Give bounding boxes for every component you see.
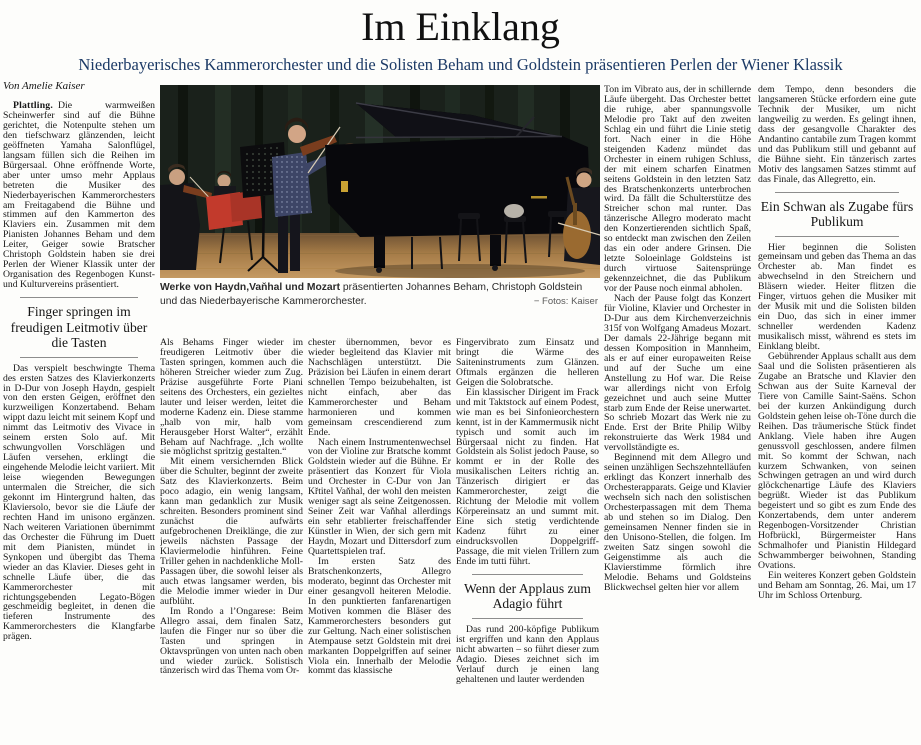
crosshead-applaus-adagio: [458, 574, 597, 619]
text-column-6: [758, 85, 916, 743]
article-title: Im Einklang: [361, 4, 560, 49]
paragraph: dem Tempo, denn besonders die langsameren Stücke erfordern eine gute Technik der Musiker, um nicht langweilig zu werden. Es gelingt ihnen, dass der gesangvolle Charakter des Andantino cantabile zum Tragen kommt und das Publikum still und gebannt auf die Bühne sieht. Ein tänzerisch zartes Motiv des langsamen Satzes stimmt auf das Finale, das Allegretto, ein.: [758, 85, 916, 185]
paragraph: Das rund 200-köpfige Publikum ist ergriffen und kann den Applaus nicht abwarten – so führt dieser zum Adagio. Dieses zeichnet sich im Verlauf durch je einen lang gehaltenen und lauter werdenden: [456, 623, 599, 685]
crosshead-finger-springen: [5, 297, 153, 358]
byline: Von Amelie Kaiser: [3, 80, 85, 92]
paragraph: Beginnend mit dem Allegro und seinen unzähligen Sechszehntelläufen erklingt das Konzert innerhalb des Orchesterapparats. Geige und Klavier wechseln sich nach den solistischen Orchesterpassagen mit dem Thema ab und stehen so im Dialog. Den gemeinsamen Nenner finden sie in den Unisono-Stellen, die folgen. Im zweiten Satz singen sowohl die Geigenstimme als auch die Klavierstimme förmlich ihre Melodie. Behams und Goldsteins Blickwechsel gelten hier vor allem: [604, 452, 751, 593]
text-column-3: [308, 338, 451, 744]
text-column-4: [456, 338, 599, 744]
caption-lead: Werke von Haydn,Vaňhal und Mozart: [160, 282, 341, 293]
paragraph: Im Rondo a l’Ongarese: Beim Allegro assai, dem finalen Satz, laufen die Finger nur so über die Tasten und springen in Oktavsprüngen von unten nach oben und wieder zurück. Solistisch tänzerisch wird das Thema vom Or-: [160, 605, 303, 677]
crosshead-title: Ein Schwan als Zugabe fürs Publikum: [760, 198, 914, 230]
paragraph: Ein klassischer Dirigent im Frack und mit Taktstock auf einem Podest, wie man es bei Sinfonieorchestern kennt, ist in der Kammermusik nicht typisch und somit auch im Bürgersaal nicht zu finden. Hat Goldstein als Solist jedoch Pause, so kommt er in der Rolle des musikalischen Leiters richtig an. Tänzerisch dirigiert er das Kammerorchester, zeigt die Richtung der Melodie mit vollem Körpereinsatz an und summt mit. Eine sich stetig verdichtende Kadenz führt zu einer eindrucksvollen Doppelgriff-Passage, die mit vielen Trillern zum Ende im tutti führt.: [456, 386, 599, 567]
paragraph: Mit einem versichernden Blick über die Schulter, beginnt der zweite Satz des Klavierkonzerts. Beim poco adagio, ein wenig langsam, kann man gedanklich zur Musik schreiten. Besonders prominent sind zunächst die aufwärts aufgebrochenen Dreiklänge, die zur jeweils nächsten Passage der Klaviermelodie hinführen. Feine Triller gehen in nachdenkliche Moll-Passagen über, die sowohl leiser als auch etwas langsamer werden, bis die Melodie immer wieder in Dur aufblüht.: [160, 456, 303, 607]
photo-caption: [160, 281, 600, 309]
piano-logo: [341, 181, 348, 192]
paragraph: Nach einem Instrumentenwechsel von der Violine zur Bratsche kommt Goldstein wieder auf die Bühne. Er präsentiert das Konzert für Viola und Orchester in C-Dur von Jan Křtitel Vaňhal, der wohl den meisten weniger sagt als seine Zeitgenossen. Seiner Zeit war Vaňhal allerdings ein sehr etablierter freischaffender Künstler in Wien, der sich gern mit Haydn, Mozart und Dittersdorf zum Quartettspielen traf.: [308, 436, 451, 558]
piano-leg: [374, 235, 385, 268]
crosshead-rule: [472, 574, 583, 575]
bag-on-chair: [504, 204, 524, 218]
article-subtitle: Niederbayerisches Kammerorchester und die Solisten Beham und Goldstein präsentieren Perlen der Wiener Klassik: [78, 55, 843, 74]
concert-photo: [160, 85, 600, 278]
piano-leg: [490, 235, 501, 266]
paragraph: Gebührender Applaus schallt aus dem Saal und die Solisten präsentieren als Zugabe an Bratsche und Klavier den Schwan aus der Suite Karneval der Tiere von Camille Saint-Saëns. Schon bei der kurzen Ankündigung durch Goldstein gehen leise oh-Töne durch die Reihen. Das träumerische Stück findet Anklang. Viele haben ihre Augen genussvoll geschlossen, andere filmen mit. So kommt der Schwan, nach kurzem Schwanken, von seinen Schwingen getragen an und wird durch glöckchenartige Läufe des Klaviers begrüßt. Wieder ist das Publikum begeistert und so gibt es zum Ende des Konzertabends, dem unter anderem Regenbogen-Vorsitzender Christian Hofbrückl, Bürgermeister Hans Schmalhofer und Pianistin Hildegard Schwammberger beiwohnen, Standing Ovations.: [758, 351, 916, 572]
crosshead-rule: [472, 618, 583, 619]
photo-credit: − Fotos: Kaiser: [528, 295, 598, 309]
crosshead-rule: [20, 357, 138, 358]
paragraph: Ton im Vibrato aus, der in schillernde Läufe übergeht. Das Orchester bettet die ruhige, aber spannungsvolle Melodie pro Takt auf den zweiten Schlag ein und führt die Linie stetig fort. Nach einer in die Höhe steigenden Kadenz mündet das Orchester in einem ruhigen Schluss, der mit einem scharfen Einatmen seitens Goldstein in den letzten Satz des Bratschenkonzerts unterbrochen wird. Da fällt die Schulterstütze des Streicher schon mal runter. Das tänzerische Allegro moderato macht den Konzertierenden sichtlich Spaß, so entdeckt man zwischen den Zeilen das ein oder andere Grinsen. Die letzte Soloeinlage Goldsteins ist durch virtuose Saitensprünge gekennzeichnet, die das Publikum vor der Pause noch einmal abholen.: [604, 85, 751, 295]
text-column-5: [604, 85, 751, 743]
crosshead-rule: [775, 236, 898, 237]
crosshead-schwan-zugabe: [760, 192, 914, 237]
paragraph: Plattling. Die warmweißen Scheinwerfer sind auf die Bühne gerichtet, die Notenpulte stehen um den tiefschwarz glänzenden, leicht geöffneten Yamaha Salonflügel, langsam füllen sich die Reihen im Bürgersaal. Ohne eröffnende Worte, aber unter umso mehr Applaus betreten die Musiker des Niederbayerischen Kammerorchesters am Freitagabend die Bühne und stimmen auf den Kammerton des Klaviers ein. Zusammen mit dem Pianisten Johannes Beham und dem Leiter, Geiger sowie Bratscher Christoph Goldstein haben sie drei Perlen der Wiener Klassik unter der Organisation des Regenbogen Kunst- und Kulturvereins präsentiert.: [3, 101, 155, 291]
dateline: Plattling.: [13, 101, 53, 111]
paragraph: chester übernommen, bevor es wieder begleitend das Klavier mit Nachschlägen unterstützt. Die Präzision bei Läufen in einem derart schnellen Tempo beizubehalten, ist nicht einfach, aber das Kammerorchester und Beham harmonieren und kommen gemeinsam crescendierend zum Ende.: [308, 338, 451, 438]
crosshead-title: Wenn der Applaus zum Adagio führt: [464, 580, 591, 612]
crosshead-rule: [775, 192, 898, 193]
paragraph: Hier beginnen die Solisten gemeinsam und geben das Thema an das Orchester ab. Man findet es abwechselnd in den Streichern und Bläsern wieder. Heiter flitzen die Finger, virtuos gehen die Musiker mit der Musik mit und die Solisten bilden ein Duo, das sich in einer immer schneller werdenden Kadenz musikalisch misst, während es stets im Einklang bleibt.: [758, 241, 916, 353]
text-column-2: [160, 338, 303, 744]
piano-shadow: [335, 264, 585, 278]
paragraph: Im ersten Satz des Bratschenkonzerts, Allegro moderato, beginnt das Orchester mit einer gesangvoll heiteren Melodie. In den punktierten fanfarenartigen Motiven kommen die Bläser des Kammerorchesters besonders gut zur Geltung. Nach einer solistischen Atempause setzt Goldstein mit drei markanten Doppelgriffen auf seiner Viola ein. Innerhalb der Melodie kommt das klassische: [308, 555, 451, 677]
crosshead-rule: [20, 297, 138, 298]
crosshead-title: Finger springen im freudigen Leitmotiv über die Tasten: [10, 304, 148, 351]
paragraph: Als Behams Finger wieder im freudigeren Leitmotiv über die Tasten springen, kommen auch die höheren Streicher wieder zum Zug. Präzise ausgeführte Forte Piani seitens des Orchesters, ein gezieltes lauter und leiser werden, leitet die moderne Kadenz ein. Diese stamme „halb von mir, halb vom Herausgeber Horst Walter“, erzählt Beham auf Nachfrage. „Ich wollte sie möglichst spritzig gestalten.“: [160, 338, 303, 458]
caption-text: präsentierten Johannes Beham, Christoph Goldstein und das Niederbayerische Kammerorchester.: [160, 282, 583, 307]
paragraph: Ein weiteres Konzert geben Goldstein und Beham am Sonntag, 26. Mai, um 17 Uhr im Schloss Ortenburg.: [758, 569, 916, 601]
paragraph: Das verspielt beschwingte Thema des ersten Satzes des Klavierkonzerts in D-Dur von Joseph Haydn, gespielt von den ersten Geigen, eröffnet den kurzweiligen Konzertabend. Beham wippt dazu leicht mit seinem Kopf und nimmt das Leitmotiv des Vivace in seinem ersten Solo auf. Mit schwungvollen Vorschlägen und Läufen versehen, erklingt die eingehende Melodie leicht variiert. Mit leise wiegenden Bewegungen untermalen die Streicher, die sich gekonnt im Hintergrund halten, das Klaviersolo, bevor sie die Läufe der rechten Hand im unisono ergänzen. Nach weiteren Variationen übernimmt das Orchester die Führung im Duett mit dem Pianisten, mündet in Synkopen und übergibt das Thema wieder an das Klavier. Dieses geht in schnelle Läufe über, die das Kammerorchester mit richtungsgebenden Legato-Bögen geschmeidig begleitet, in denen die tieferen Instrumente des Kammerorchesters die Klangfarbe prägen.: [3, 362, 155, 643]
paragraph: Nach der Pause folgt das Konzert für Violine, Klavier und Orchester in D-Dur aus dem Kirchenverzeichnis 315f von Wolfgang Amadeus Mozart. Der damals 22-Jährige begann mit dessen Komposition in Mannheim, als er auf einer europaweiten Reise und auf der Suche um eine Anstellung zu Hof war. Die Reise war allerdings nicht von Erfolg gezeichnet und auch seine Mutter starb zum Ende der Reise unerwartet. So schrieb Mozart das Werk nie zu Ende. Erst der Brite Philip Wilby rekonstruierte das Werk 1984 und vervollständigte es.: [604, 293, 751, 454]
paragraph: Fingervibrato zum Einsatz und bringt die Wärme des Saiteninstruments zum Glänzen. Oftmals ergänzen die helleren Geigen die Solobratsche.: [456, 338, 599, 388]
text-column-1: [3, 101, 155, 743]
piano-brand-text: [531, 196, 547, 199]
